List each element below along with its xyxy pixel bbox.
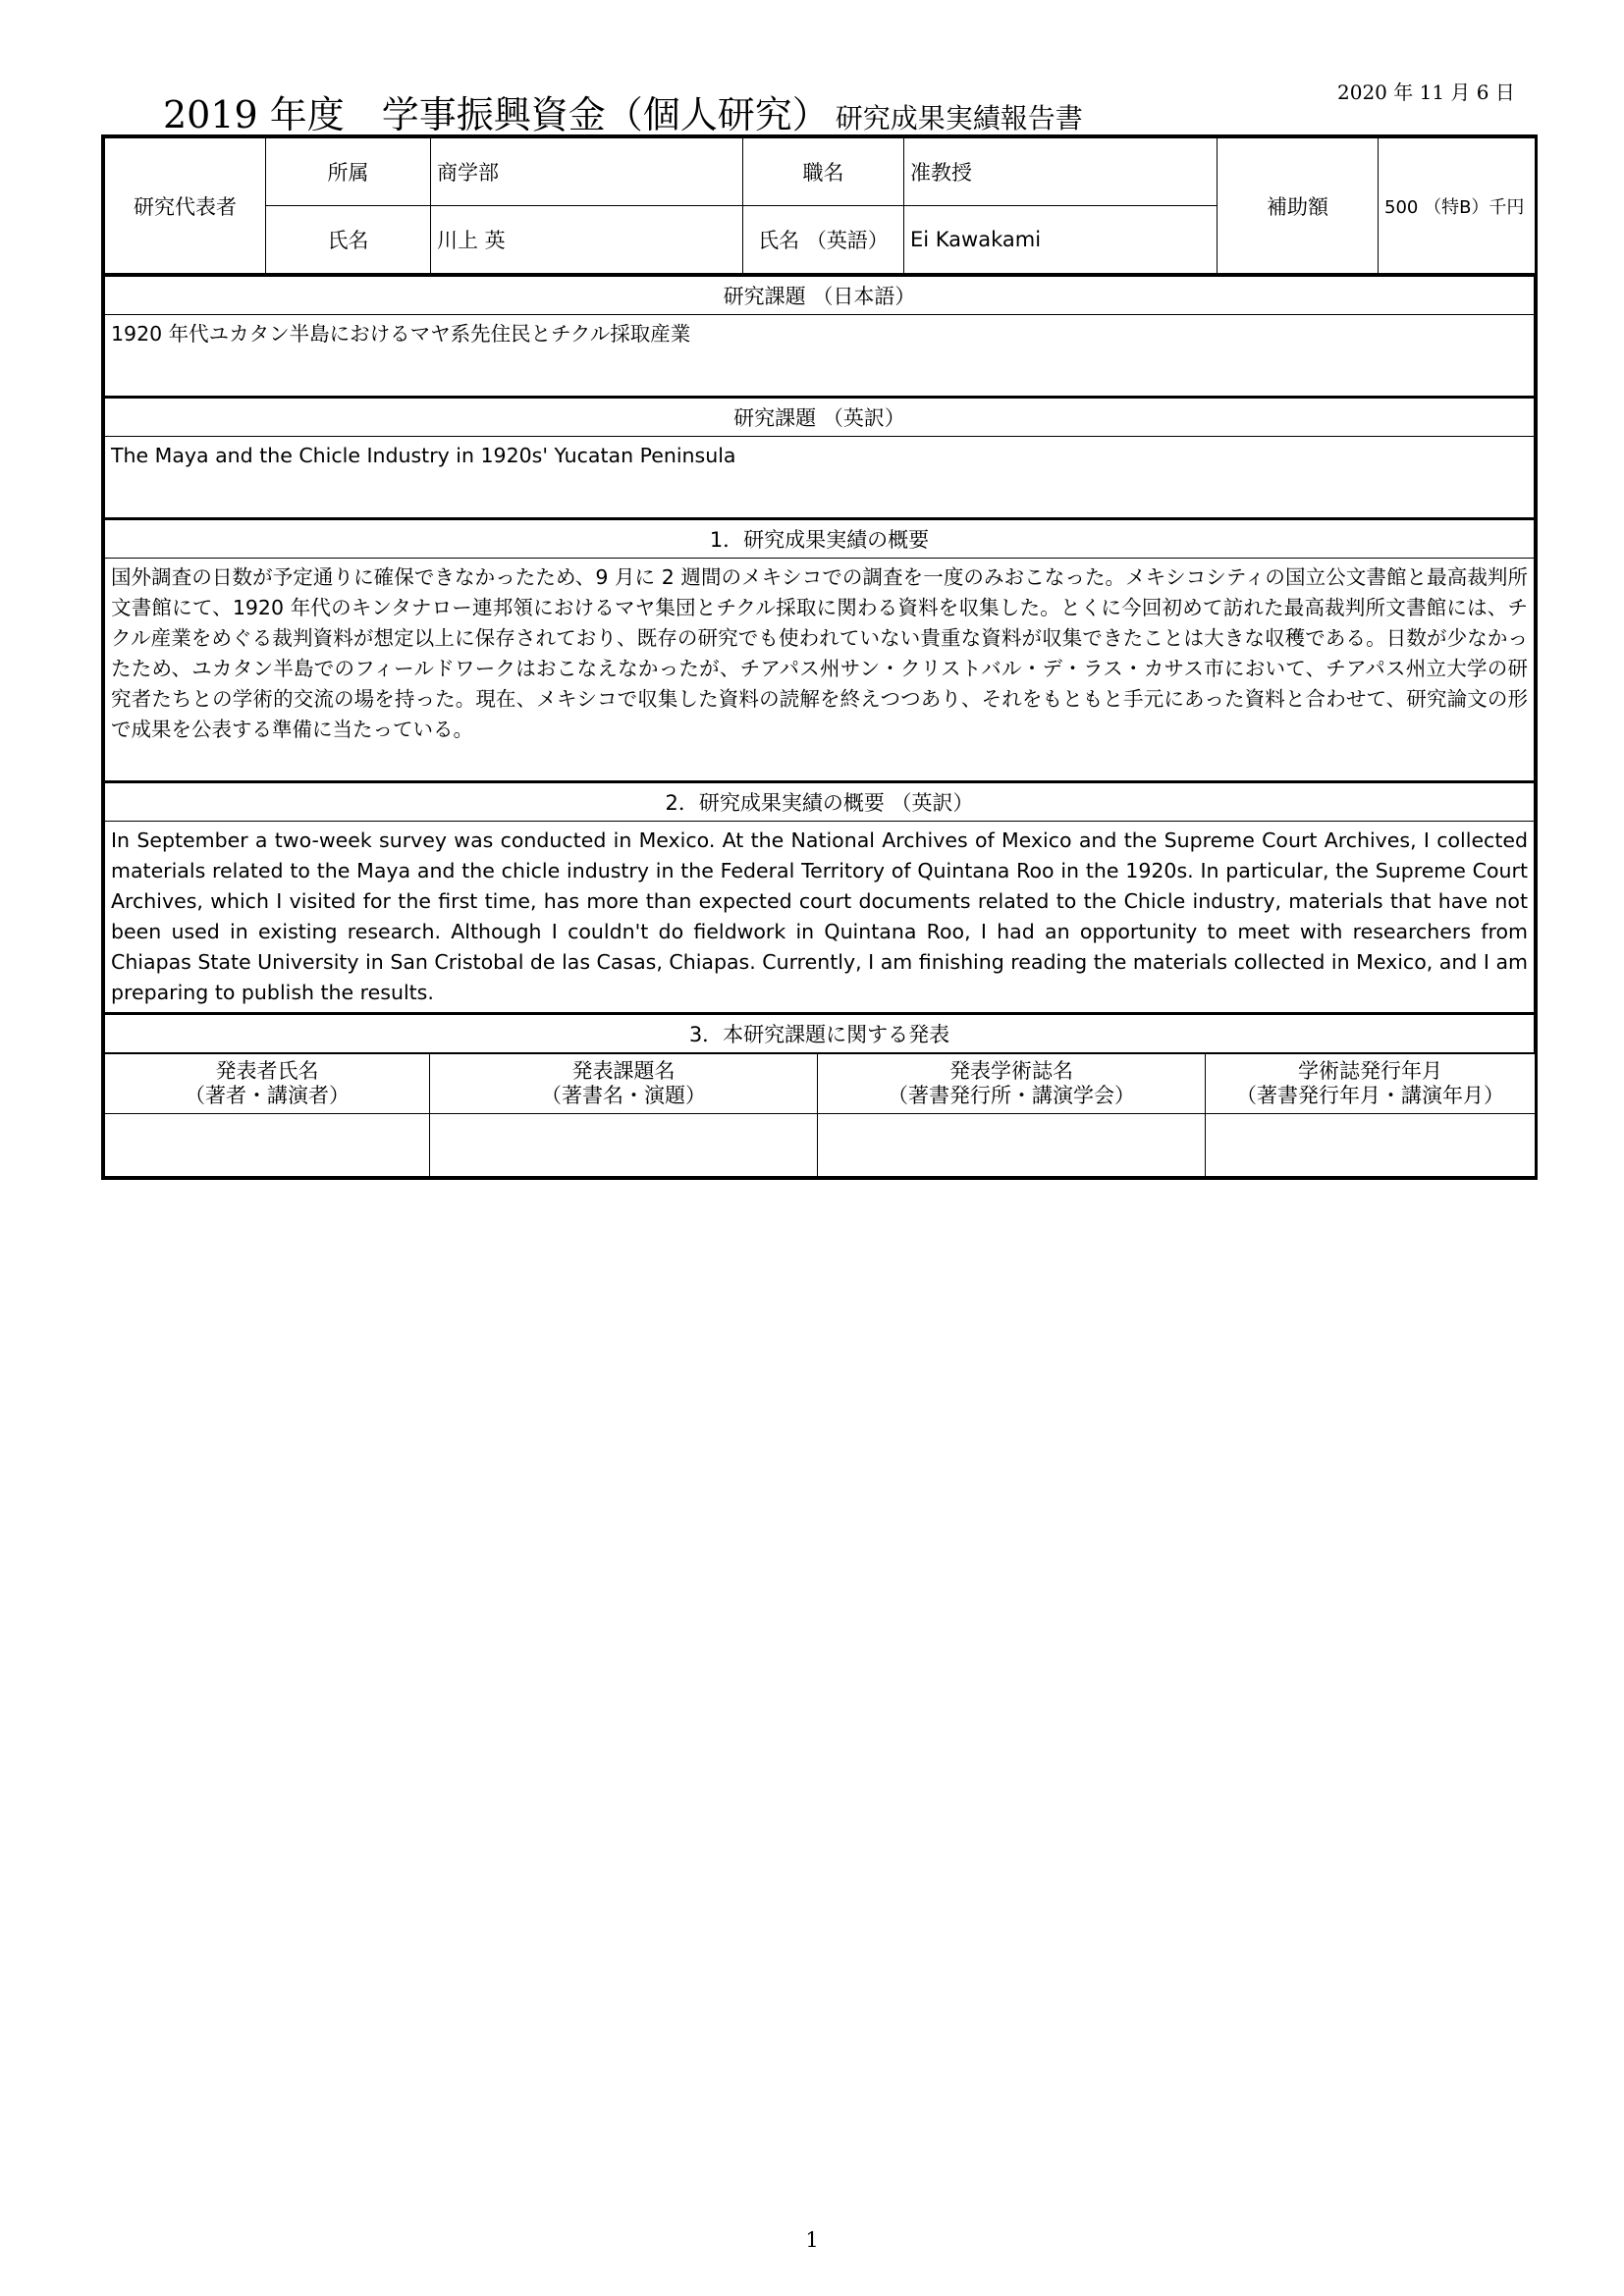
pub-col-author <box>105 1054 430 1114</box>
title-sub: 研究成果実績報告書 <box>835 102 1083 134</box>
pub-col-date-line1: 学術誌発行年月 <box>1298 1059 1442 1083</box>
publications-table <box>104 1053 1536 1177</box>
affiliation-label: 所属 <box>266 138 431 206</box>
position-label: 職名 <box>743 138 904 206</box>
summary-ja-heading: 1．研究成果実績の概要 <box>105 519 1535 559</box>
header-table <box>104 137 1536 274</box>
page-title <box>163 84 1083 138</box>
pub-col-journal-line2: （著書発行所・講演学会） <box>888 1084 1135 1107</box>
affiliation-value: 商学部 <box>431 138 743 206</box>
pub-col-journal <box>818 1054 1206 1114</box>
pub-col-author-line2: （著者・講演者） <box>185 1084 350 1107</box>
topic-ja-text: 1920 年代ユカタン半島におけるマヤ系先住民とチクル採取産業 <box>105 315 1535 398</box>
topic-ja-heading: 研究課題 （日本語） <box>105 276 1535 315</box>
report-form <box>101 134 1538 1180</box>
topic-en-heading: 研究課題 （英訳） <box>105 398 1535 437</box>
summary-en-heading: 2．研究成果実績の概要 （英訳） <box>105 782 1535 822</box>
name-en-label: 氏名 （英語） <box>743 206 904 274</box>
pub-col-topic-line1: 発表課題名 <box>571 1059 676 1083</box>
name-value: 川上 英 <box>431 206 743 274</box>
pub-cell-journal <box>818 1114 1206 1177</box>
pub-cell-date <box>1206 1114 1536 1177</box>
report-date: 2020 年 11 月 6 日 <box>1337 80 1515 104</box>
pub-col-date-line2: （著書発行年月・講演年月） <box>1236 1084 1504 1107</box>
name-label: 氏名 <box>266 206 431 274</box>
grant-label: 補助額 <box>1218 138 1379 274</box>
grant-value: 500 （特B）千円 <box>1379 138 1536 274</box>
summary-ja-text: 国外調査の日数が予定通りに確保できなかったため、9 月に 2 週間のメキシコでの調査を一度のみおこなった。メキシコシティの国立公文書館と最高裁判所文書館にて、1920 年代のキンタナロー連邦領におけるマヤ集団とチクル採取に関わる資料を収集した。とくに今回初めて訪れた最高裁判所文書館には、チクル産業をめぐる裁判資料が想定以上に保存されており、既存の研究でも使われていない貴重な資料が収集できたことは大きな収穫である。日数が少なかったため、ユカタン半島でのフィールドワークはおこなえなかったが、チアパス州サン・クリストバル・デ・ラス・カサス市において、チアパス州立大学の研究者たちとの学術的交流の場を持った。現在、メキシコで収集した資料の読解を終えつつあり、それをもともと手元にあった資料と合わせて、研究論文の形で成果を公表する準備に当たっている。 <box>105 559 1535 782</box>
pub-col-author-line1: 発表者氏名 <box>215 1059 319 1083</box>
pub-cell-topic <box>430 1114 818 1177</box>
representative-label: 研究代表者 <box>105 138 266 274</box>
title-main: 2019 年度 学事振興資金（個人研究） <box>163 93 830 136</box>
position-value: 准教授 <box>904 138 1218 206</box>
page-number: 1 <box>805 2228 819 2252</box>
topic-en-text: The Maya and the Chicle Industry in 1920s' Yucatan Peninsula <box>105 437 1535 519</box>
pub-col-journal-line1: 発表学術誌名 <box>949 1059 1073 1083</box>
pub-col-topic-line2: （著書名・演題） <box>541 1084 706 1107</box>
pub-col-date <box>1206 1054 1536 1114</box>
pub-cell-author <box>105 1114 430 1177</box>
pub-col-topic <box>430 1054 818 1114</box>
sections-table <box>104 274 1535 1053</box>
summary-en-text: In September a two-week survey was conducted in Mexico. At the National Archives of Mexico and the Supreme Court Archives, I collected materials related to the Maya and the chicle industry in the Federal Territory of Quintana Roo in the 1920s. In particular, the Supreme Court Archives, which I visited for the first time, has more than expected court documents related to the Chicle industry, materials that have not been used in existing research. Although I couldn't do fieldwork in Quintana Roo, I had an opportunity to meet with researchers from Chiapas State University in San Cristobal de las Casas, Chiapas. Currently, I am finishing reading the materials collected in Mexico, and I am preparing to publish the results. <box>105 822 1535 1014</box>
publications-heading: 3．本研究課題に関する発表 <box>105 1014 1535 1053</box>
name-en-value: Ei Kawakami <box>904 206 1218 274</box>
